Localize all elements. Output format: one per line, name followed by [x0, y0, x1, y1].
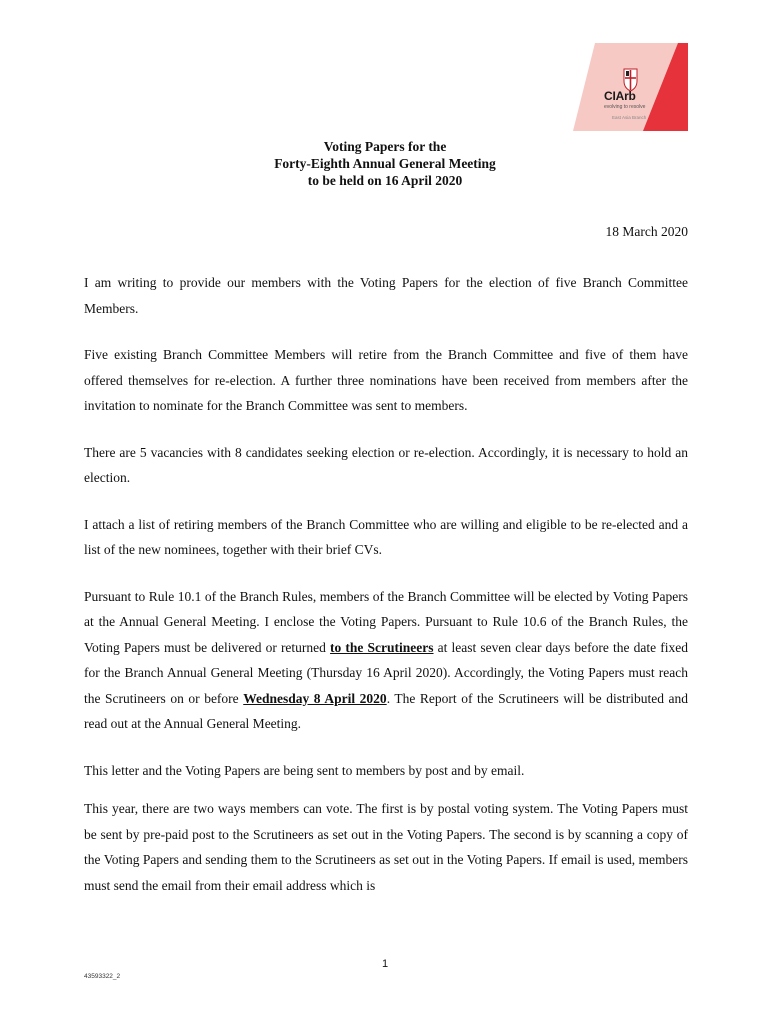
paragraph-5-part-b: at least seven clear days before the date fixed for the Branch Annual General Meeting (Thursday 16 April 2020). Accordingly, the Voting Papers must reach the Scrutineers on or before — [84, 639, 688, 706]
letter-date: 18 March 2020 — [605, 224, 688, 239]
paragraph-7: This year, there are two ways members can vote. The first is by postal voting system. The Voting Papers must be sent by pre-paid post to the Scrutineers as set out in the Voting Papers. The second is by scanning a copy of the Voting Papers and sending them to the Scrutineers as set out in the Voting Papers. If email is used, members must send the email from their email address which is — [84, 801, 688, 893]
page-number: 1 — [381, 958, 389, 970]
paragraph-5-part-c: . The Report of the Scrutineers will be distributed and read out at the Annual General Meeting. — [84, 690, 689, 731]
paragraph-5-part-a: Pursuant to Rule 10.1 of the Branch Rules, members of the Branch Committee will be elected by Voting Papers at the Annual General Meeting. I enclose the Voting Papers. Pursuant to Rule 10.6 of the Branch Rules, the Voting Papers must be delivered or returned — [84, 588, 688, 655]
logo-tagline: evolving to resolve — [604, 104, 646, 110]
paragraph-3: There are 5 vacancies with 8 candidates seeking election or re-election. Accordingly, it is necessary to hold an election. — [84, 444, 688, 485]
scrutineers-emphasis: to the Scrutineers — [330, 639, 434, 655]
paragraph-4: I attach a list of retiring members of the Branch Committee who are willing and eligible to be re-elected and a list of the new nominees, together with their brief CVs. — [84, 516, 688, 557]
deadline-emphasis: Wednesday 8 April 2020 — [243, 690, 387, 706]
document-reference: 43593322_2 — [84, 973, 121, 980]
document-title — [0, 138, 770, 189]
paragraph-1: I am writing to provide our members with the Voting Papers for the election of five Branch Committee Members. — [84, 275, 688, 316]
title-line-2: Forty-Eighth Annual General Meeting — [274, 156, 496, 171]
logo-branch-name: East Asia Branch — [612, 115, 647, 120]
paragraph-6: This letter and the Voting Papers are being sent to members by post and by email. — [84, 762, 525, 778]
title-line-1: Voting Papers for the — [323, 139, 447, 154]
title-line-3: to be held on 16 April 2020 — [307, 173, 463, 188]
letter-body — [84, 270, 688, 919]
paragraph-2: Five existing Branch Committee Members will retire from the Branch Committee and five of them have offered themselves for re-election. A further three nominations have been received from members after the invitation to nominate for the Branch Committee was sent to members. — [84, 347, 688, 413]
shield-icon — [624, 69, 637, 91]
paragraph-5 — [84, 584, 688, 737]
logo-wordmark: CIArb — [604, 89, 636, 103]
